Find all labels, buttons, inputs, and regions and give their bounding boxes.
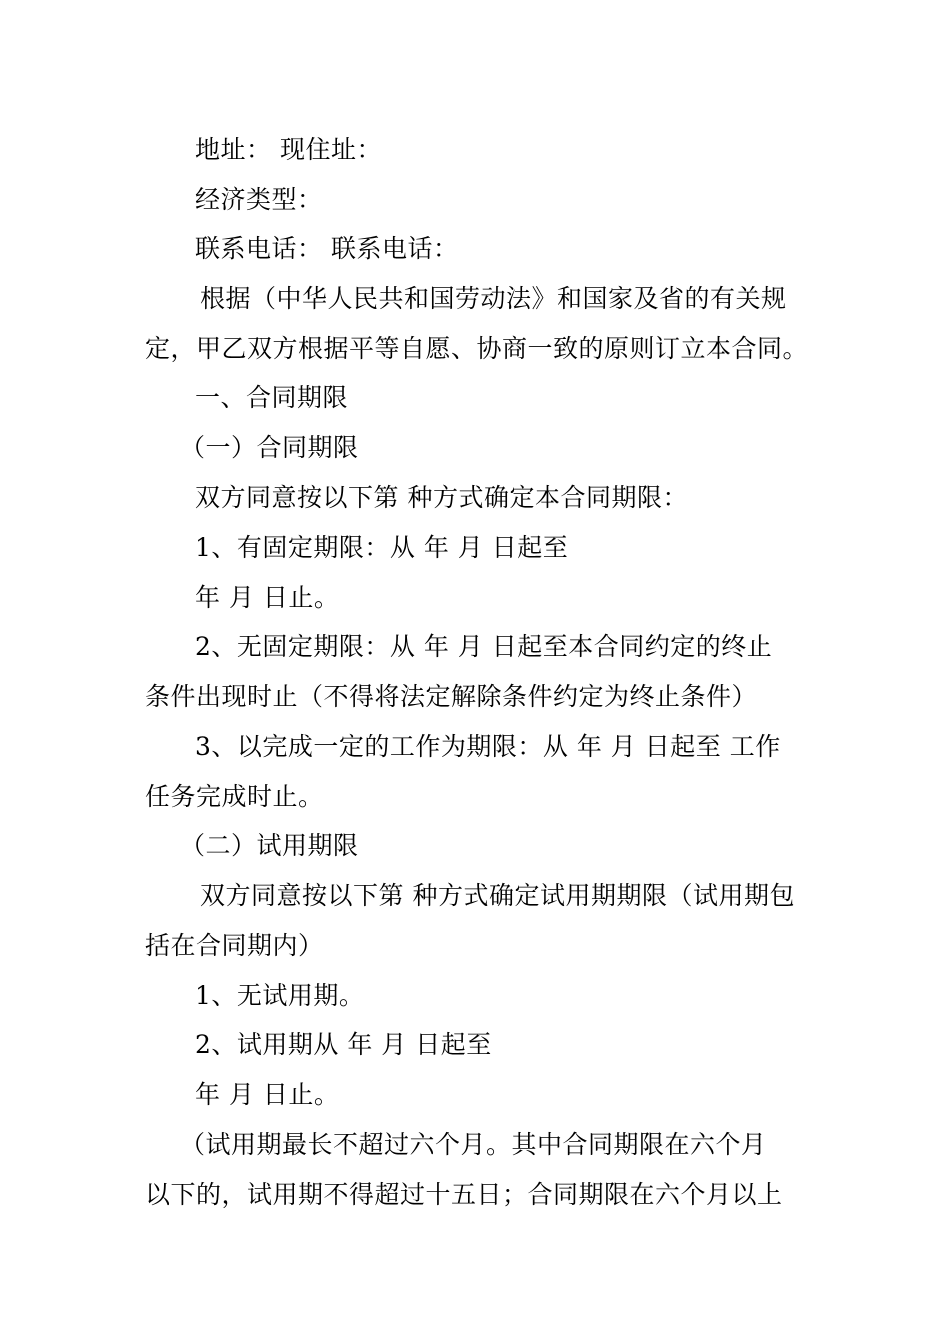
section-heading-contract-term: 一、合同期限 [195, 383, 349, 412]
probation-method-line-2: 括在合同期内） [145, 931, 324, 960]
fixed-term-line-1: 1、有固定期限：从 年 月 日起至 [195, 533, 569, 562]
phone-line: 联系电话： 联系电话： [195, 234, 459, 263]
open-term-line-1: 2、无固定期限：从 年 月 日起至本合同约定的终止 [195, 632, 773, 661]
term-method-line: 双方同意按以下第 种方式确定本合同期限： [195, 483, 688, 512]
economic-type-line: 经济类型： [195, 185, 323, 214]
probation-note-line-1: （试用期最长不超过六个月。其中合同期限在六个月 [180, 1130, 767, 1159]
probation-method-line-1: 双方同意按以下第 种方式确定试用期期限（试用期包 [200, 881, 795, 910]
open-term-line-2: 条件出现时止（不得将法定解除条件约定为终止条件） [145, 682, 758, 711]
probation-period-line-2: 年 月 日止。 [195, 1080, 340, 1109]
fixed-term-line-2: 年 月 日止。 [195, 583, 340, 612]
preamble-line-1: 根据（中华人民共和国劳动法》和国家及省的有关规 [200, 284, 787, 313]
probation-period-line-1: 2、试用期从 年 月 日起至 [195, 1030, 492, 1059]
subsection-heading-contract-term: （一）合同期限 [180, 433, 359, 462]
task-term-line-2: 任务完成时止。 [145, 782, 324, 811]
probation-note-line-2: 以下的，试用期不得超过十五日；合同期限在六个月以上 [145, 1180, 783, 1209]
subsection-heading-probation: （二）试用期限 [180, 831, 359, 860]
no-probation-line: 1、无试用期。 [195, 981, 365, 1010]
address-line: 地址： 现住址： [195, 135, 382, 164]
preamble-line-2: 定，甲乙双方根据平等自愿、协商一致的原则订立本合同。 [145, 334, 809, 363]
task-term-line-1: 3、以完成一定的工作为期限：从 年 月 日起至 工作 [195, 732, 781, 761]
